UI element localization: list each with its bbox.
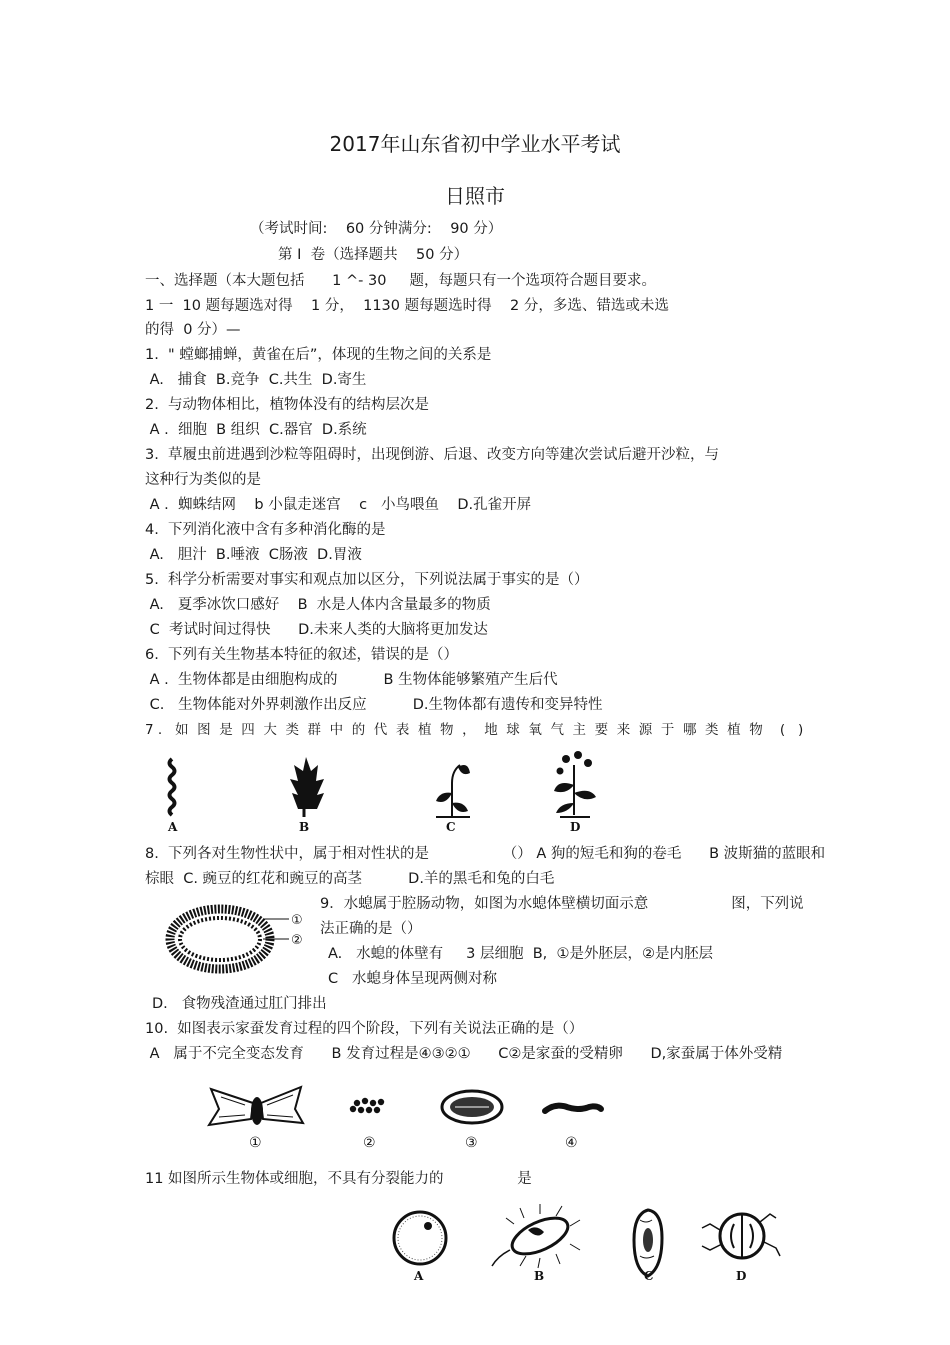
q2-stem: 2. 与动物体相比，植物体没有的结构层次是 — [145, 397, 430, 413]
q9-option-ab: A. 水螅的体壁有 3 层细胞 B, ①是外胚层，②是内胚层 — [328, 946, 713, 962]
q1-stem: 1. " 螳螂捕蝉，黄雀在后”，体现的生物之间的关系是 — [145, 347, 492, 363]
q6-stem: 6. 下列有关生物基本特征的叙述，错误的是（） — [145, 647, 459, 663]
section-intro-line2: 1 一 10 题每题选对得 1 分， 1130 题每题选时得 2 分，多选、错选或未选 — [145, 298, 669, 314]
q3-stem-line1: 3. 草履虫前进遇到沙粒等阻碍时，出现倒游、后退、改变方向等建次尝试后避开沙粒，与 — [145, 447, 720, 463]
q8-line1: 8. 下列各对生物性状中，属于相对性状的是 （） A 狗的短毛和狗的卷毛 B 波斯猫的蓝眼和 — [145, 846, 826, 862]
egg-cell-icon — [394, 1212, 446, 1264]
q7-stem: 7 . 如 图 是 四 大 类 群 中 的 代 表 植 物 ， 地 球 氧 气 主 要 来 源 于 哪 类 植 物 ( ) — [145, 722, 804, 738]
paramecium-icon — [634, 1210, 662, 1276]
marker-2: ② — [291, 933, 303, 948]
silkworm-stages-figure — [205, 1075, 625, 1155]
q7-label-c: C — [446, 820, 456, 834]
section-intro-line1: 一、选择题（本大题包括 1 ^- 30 题，每题只有一个选项符合题目要求。 — [145, 273, 656, 289]
q10-label-4: ④ — [565, 1135, 578, 1151]
q9-line2: 法正确的是（） — [320, 921, 422, 937]
marker-1: ① — [291, 913, 303, 928]
q9-option-d: D. 食物残渣通过肛门排出 — [152, 996, 327, 1012]
q9-line1: 9．水螅属于腔肠动物，如图为水螅体壁横切面示意 图，下列说 — [320, 896, 804, 912]
q1-options: A. 捕食 B.竞争 C.共生 D.寄生 — [145, 372, 367, 388]
hydra-cross-section-figure — [165, 903, 315, 975]
q6-options-line2: C. 生物体能对外界刺激作出反应 D.生物体都有遗传和变异特性 — [145, 697, 603, 713]
larva-icon — [545, 1106, 601, 1111]
q7-label-b: B — [299, 820, 310, 834]
bacterium-icon — [492, 1204, 580, 1268]
cells-figure — [380, 1200, 800, 1290]
plant-cell-icon — [702, 1214, 780, 1258]
eggs-icon — [350, 1098, 384, 1113]
part-title: 第 I 卷（选择题共 50 分） — [278, 247, 469, 263]
q10-options: A 属于不完全变态发育 B 发育过程是④③②① C②是家蚕的受精卵 D,家蚕属于体外受精 — [145, 1046, 783, 1062]
q8-line2: 棕眼 C. 豌豆的红花和豌豆的高茎 D.羊的黑毛和兔的白毛 — [145, 871, 555, 887]
q5-stem: 5. 科学分析需要对事实和观点加以区分，下列说法属于事实的是（） — [145, 572, 589, 588]
q10-label-3: ③ — [465, 1135, 478, 1151]
q6-options-line1: A . 生物体都是由细胞构成的 B 生物体能够繁殖产生后代 — [145, 672, 558, 688]
exam-title: 2017年山东省初中学业水平考试 — [329, 132, 621, 156]
q11-stem: 11 如图所示生物体或细胞，不具有分裂能力的 是 — [145, 1171, 532, 1187]
q2-options: A . 细胞 B 组织 C.器官 D.系统 — [145, 422, 367, 438]
q7-label-a: A — [168, 820, 178, 834]
q4-stem: 4. 下列消化液中含有多种消化酶的是 — [145, 522, 386, 538]
exam-subtitle: 日照市 — [445, 184, 505, 208]
section-intro-line3: 的得 0 分）— — [145, 322, 241, 338]
exam-info: （考试时间: 60 分钟满分: 90 分） — [250, 221, 503, 237]
q10-label-1: ① — [249, 1135, 262, 1151]
q9-option-c: C 水螅身体呈现两侧对称 — [328, 971, 497, 987]
fern-icon — [436, 765, 470, 817]
moth-icon — [209, 1087, 303, 1125]
cocoon-icon — [442, 1091, 502, 1123]
flowering-plant-icon — [554, 751, 596, 817]
q7-figure — [140, 745, 620, 835]
q5-options-line1: A. 夏季冰饮口感好 B 水是人体内含量最多的物质 — [145, 597, 491, 613]
q4-options: A. 胆汁 B.唾液 C肠液 D.胃液 — [145, 547, 362, 563]
q11-label-d: D — [736, 1269, 747, 1283]
q3-options: A . 蜘蛛结网 b 小鼠走迷宫 c 小鸟喂鱼 D.孔雀开屏 — [145, 497, 532, 513]
q11-label-b: B — [534, 1269, 545, 1283]
q7-label-d: D — [570, 820, 581, 834]
alga-icon — [170, 759, 175, 815]
q3-stem-line2: 这种行为类似的是 — [145, 472, 261, 488]
moss-icon — [290, 757, 324, 817]
q11-label-c: C — [644, 1269, 654, 1283]
q10-label-2: ② — [363, 1135, 376, 1151]
q11-label-a: A — [414, 1269, 424, 1283]
q5-options-line2: C 考试时间过得快 D.未来人类的大脑将更加发达 — [145, 622, 488, 638]
q10-stem: 10. 如图表示家蚕发育过程的四个阶段，下列有关说法正确的是（） — [145, 1021, 584, 1037]
